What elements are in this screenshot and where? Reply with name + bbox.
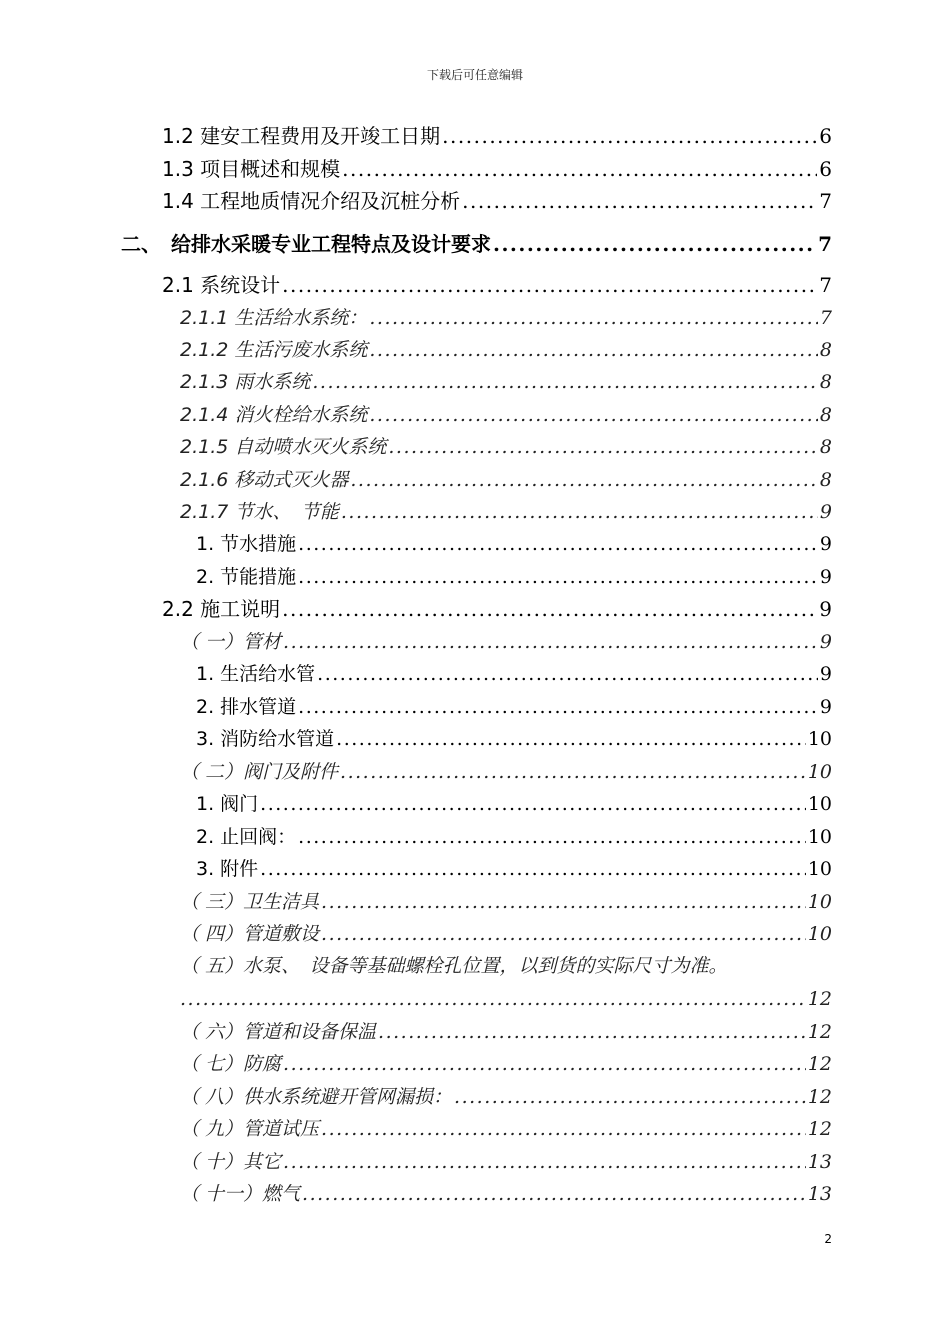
toc-entry[interactable] — [180, 983, 832, 1015]
toc-entry-title: 2.1.6 移动式灭火器 — [180, 469, 349, 491]
toc-entry-page: 13 — [807, 1151, 832, 1173]
toc-entry[interactable] — [180, 1113, 832, 1145]
toc-entry-title: 2. 排水管道 — [196, 696, 297, 718]
toc-entry-page: 9 — [819, 533, 832, 555]
toc-entry-page: 12 — [807, 1118, 832, 1140]
toc-dot-leader — [369, 334, 818, 366]
toc-dot-leader — [312, 366, 818, 398]
toc-entry[interactable] — [180, 756, 832, 788]
toc-entry[interactable] — [162, 153, 832, 185]
toc-entry[interactable] — [196, 723, 832, 755]
toc-entry-title: 2.1.7 节水、 节能 — [180, 501, 339, 523]
toc-entry[interactable] — [196, 691, 832, 723]
toc-entry[interactable] — [196, 561, 832, 593]
toc-entry-title: 2.1.2 生活污废水系统 — [180, 339, 368, 361]
toc-entry-title: （ 八）供水系统避开管网漏损： — [180, 1086, 453, 1108]
toc-entry-title: （ 一）管材 — [180, 631, 282, 653]
toc-entry[interactable] — [196, 658, 832, 690]
toc-entry-page: 9 — [819, 696, 832, 718]
toc-entry-page: 10 — [807, 761, 832, 783]
page-header: 下载后可任意编辑 — [426, 68, 523, 82]
toc-entry-title: 1. 节水措施 — [196, 533, 297, 555]
toc-entry[interactable] — [180, 886, 832, 918]
toc-entry[interactable] — [196, 821, 832, 853]
toc-entry-title: 二、 给排水采暖专业工程特点及设计要求 — [121, 232, 491, 256]
toc-entry-page: 10 — [807, 826, 832, 848]
toc-dot-leader — [462, 185, 817, 217]
toc-entry[interactable] — [180, 399, 832, 431]
toc-entry[interactable] — [180, 366, 832, 398]
toc-entry[interactable] — [196, 528, 832, 560]
toc-dot-leader — [260, 788, 806, 820]
toc-entry-title: 2.1 系统设计 — [162, 273, 281, 297]
toc-entry-page: 9 — [819, 631, 832, 653]
toc-entry-page: 6 — [819, 157, 832, 181]
toc-dot-leader — [321, 1113, 806, 1145]
toc-dot-leader — [442, 120, 817, 152]
toc-entry[interactable] — [180, 464, 832, 496]
toc-entry[interactable] — [162, 185, 832, 217]
toc-entry-page: 12 — [807, 1053, 832, 1075]
toc-entry-title: 3. 消防给水管道 — [196, 728, 335, 750]
toc-entry-title: 2. 节能措施 — [196, 566, 297, 588]
toc-dot-leader — [302, 1178, 806, 1210]
toc-dot-leader — [454, 1081, 806, 1113]
toc-dot-leader — [282, 269, 817, 301]
toc-entry-page: 10 — [807, 793, 832, 815]
toc-entry-page: 12 — [807, 1021, 832, 1043]
toc-dot-leader — [298, 691, 818, 723]
toc-entry-page: 8 — [819, 436, 832, 458]
toc-entry[interactable] — [180, 302, 832, 334]
toc-entry-title: （ 二）阀门及附件 — [180, 761, 339, 783]
toc-entry-page: 8 — [819, 339, 832, 361]
toc-dot-leader — [369, 399, 818, 431]
toc-dot-leader — [340, 756, 806, 788]
toc-dot-leader — [321, 918, 806, 950]
toc-entry[interactable] — [196, 788, 832, 820]
toc-entry-title: 2. 止回阀： — [196, 826, 297, 848]
toc-dot-leader — [180, 983, 806, 1015]
toc-entry-title[interactable]: （ 五）水泵、 设备等基础螺栓孔位置，以到货的实际尺寸为准。 — [180, 955, 728, 977]
toc-entry[interactable] — [180, 918, 832, 950]
toc-entry[interactable] — [121, 228, 832, 260]
toc-entry-page: 8 — [819, 404, 832, 426]
toc-entry-page: 8 — [819, 371, 832, 393]
toc-entry-page: 13 — [807, 1183, 832, 1205]
toc-entry-page: 10 — [807, 923, 832, 945]
toc-dot-leader — [298, 561, 818, 593]
toc-entry[interactable] — [180, 431, 832, 463]
toc-entry-title: 2.2 施工说明 — [162, 597, 281, 621]
toc-dot-leader — [298, 821, 806, 853]
toc-entry-page: 7 — [819, 307, 832, 329]
toc-entry-page: 12 — [807, 1086, 832, 1108]
toc-entry[interactable] — [180, 496, 832, 528]
toc-entry-page: 9 — [819, 566, 832, 588]
toc-dot-leader — [342, 153, 817, 185]
toc-entry-title: 1.3 项目概述和规模 — [162, 157, 341, 181]
toc-dot-leader — [336, 723, 806, 755]
toc-dot-leader — [282, 593, 817, 625]
toc-entry[interactable] — [180, 1146, 832, 1178]
toc-entry-title: 2.1.4 消火栓给水系统 — [180, 404, 368, 426]
toc-entry-page: 9 — [819, 597, 832, 621]
toc-dot-leader — [283, 1048, 806, 1080]
toc-entry-title: （ 三）卫生洁具 — [180, 891, 320, 913]
toc-entry-title: （ 十一）燃气 — [180, 1183, 301, 1205]
toc-entry-title: （ 九）管道试压 — [180, 1118, 320, 1140]
toc-entry-title: 1.4 工程地质情况介绍及沉桩分析 — [162, 189, 461, 213]
toc-entry[interactable] — [162, 269, 832, 301]
toc-entry[interactable] — [162, 120, 832, 152]
toc-entry[interactable] — [180, 1048, 832, 1080]
toc-entry[interactable] — [180, 626, 832, 658]
toc-entry-title: （ 四）管道敷设 — [180, 923, 320, 945]
toc-dot-leader — [341, 496, 818, 528]
toc-entry-page: 9 — [819, 501, 832, 523]
toc-entry[interactable] — [162, 593, 832, 625]
toc-entry-page: 12 — [807, 988, 832, 1010]
toc-entry-page: 6 — [819, 124, 832, 148]
toc-dot-leader — [317, 658, 818, 690]
toc-dot-leader — [493, 228, 816, 260]
toc-entry[interactable] — [180, 1081, 832, 1113]
toc-entry-title: 2.1.3 雨水系统 — [180, 371, 311, 393]
toc-entry[interactable] — [180, 334, 832, 366]
toc-entry-title: （ 六）管道和设备保温 — [180, 1021, 377, 1043]
toc-entry-page: 9 — [819, 663, 832, 685]
toc-entry[interactable] — [180, 1016, 832, 1048]
toc-dot-leader — [388, 431, 818, 463]
toc-dot-leader — [260, 853, 806, 885]
toc-entry-page: 10 — [807, 728, 832, 750]
toc-dot-leader — [298, 528, 818, 560]
toc-entry[interactable] — [180, 1178, 832, 1210]
toc-dot-leader — [283, 1146, 806, 1178]
toc-entry-title: （ 十）其它 — [180, 1151, 282, 1173]
toc-entry-title: 2.1.5 自动喷水灭火系统 — [180, 436, 387, 458]
toc-dot-leader — [283, 626, 818, 658]
toc-entry-title: （ 七）防腐 — [180, 1053, 282, 1075]
toc-dot-leader — [378, 1016, 806, 1048]
toc-entry[interactable] — [196, 853, 832, 885]
toc-entry-page: 10 — [807, 858, 832, 880]
toc-entry-page: 8 — [819, 469, 832, 491]
toc-entry-title: 1. 阀门 — [196, 793, 259, 815]
toc-entry-title: 1.2 建安工程费用及开竣工日期 — [162, 124, 441, 148]
toc-entry-page: 7 — [819, 273, 832, 297]
toc-entry-title: 3. 附件 — [196, 858, 259, 880]
toc-entry-title: 2.1.1 生活给水系统： — [180, 307, 368, 329]
toc-dot-leader — [350, 464, 818, 496]
toc-dot-leader — [369, 302, 818, 334]
toc-entry-page: 7 — [818, 232, 832, 256]
toc-entry-title: 1. 生活给水管 — [196, 663, 316, 685]
toc-dot-leader — [321, 886, 806, 918]
toc-entry-page: 10 — [807, 891, 832, 913]
toc-entry-page: 7 — [819, 189, 832, 213]
page-number: 2 — [824, 1232, 832, 1246]
